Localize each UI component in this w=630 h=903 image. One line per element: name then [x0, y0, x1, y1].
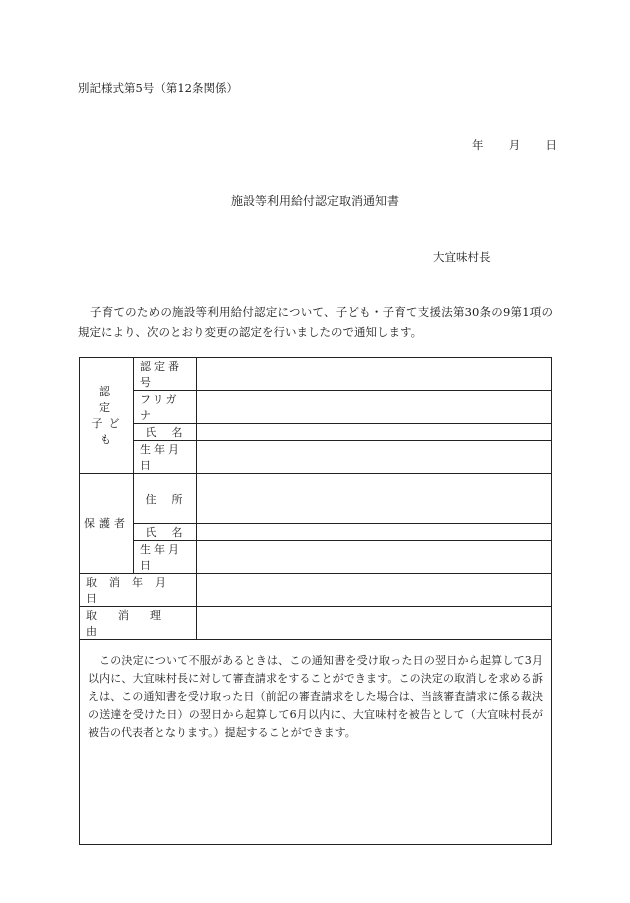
year-label: 年 [472, 138, 484, 152]
guardian-name-value[interactable] [197, 524, 552, 541]
day-label: 日 [545, 138, 557, 152]
cancel-date-text: 取消年月日 [86, 576, 178, 605]
cert-number-value[interactable] [197, 358, 552, 391]
child-name-text: 氏 名 [145, 426, 185, 439]
notice-body: 子育てのための施設等利用給付認定について、子ども・子育て支援法第30条の9第1項の規定により、次のとおり変更の認定を行いましたので通知します。 [78, 305, 553, 339]
guardian-name-label [134, 524, 197, 541]
furigana-value[interactable] [197, 391, 552, 424]
guardian-group-label: 保護者 [80, 474, 134, 574]
child-group-line1: 認 定 [99, 384, 141, 414]
cancel-reason-label [80, 607, 197, 640]
guardian-dob-value[interactable] [197, 541, 552, 574]
cert-number-label [134, 358, 197, 391]
guardian-address-value[interactable] [197, 474, 552, 524]
certification-table [79, 357, 552, 845]
appeal-notice: この決定について不服があるときは、この通知書を受け取った日の翌日から起算して3月以内に、大宜味村長に対して審査請求をすることができます。この決定の取消しを求める訴えは、この通知書を受け取った日（前記の審査請求をした場合は、当該審査請求に係る裁決の送達を受けた日）の翌日から起算して6月以内に、大宜味村を被告として（大宜味村長が被告の代表者となります。）提起することができます。 [88, 654, 543, 739]
furigana-text: フリガナ [140, 393, 179, 422]
child-name-value[interactable] [197, 424, 552, 441]
cancel-date-value[interactable] [197, 574, 552, 607]
child-dob-label [134, 441, 197, 474]
furigana-label [134, 391, 197, 424]
document-title: 施設等利用給付認定取消通知書 [230, 194, 399, 208]
child-name-label [134, 424, 197, 441]
guardian-address-text: 住 所 [145, 492, 185, 506]
child-group-label [80, 358, 141, 474]
guardian-address-label [134, 474, 197, 524]
date-line [472, 137, 557, 153]
cancel-reason-value[interactable] [197, 607, 552, 640]
notes-box [80, 640, 552, 845]
cancel-reason-text: 取消理由 [86, 609, 182, 638]
month-label: 月 [508, 138, 521, 152]
guardian-dob-text: 生年月日 [140, 543, 182, 572]
child-dob-value[interactable] [197, 441, 552, 474]
guardian-name-text: 氏 名 [145, 526, 185, 539]
cancel-date-label [80, 574, 197, 607]
child-dob-text: 生年月日 [140, 443, 182, 472]
guardian-dob-label [134, 541, 197, 574]
child-group-line2: 子ども [91, 416, 126, 446]
form-number-label: 別記様式第5号（第12条関係） [78, 81, 238, 95]
issuer-name: 大宜味村長 [433, 250, 491, 264]
cert-number-text: 認定番号 [140, 360, 182, 389]
